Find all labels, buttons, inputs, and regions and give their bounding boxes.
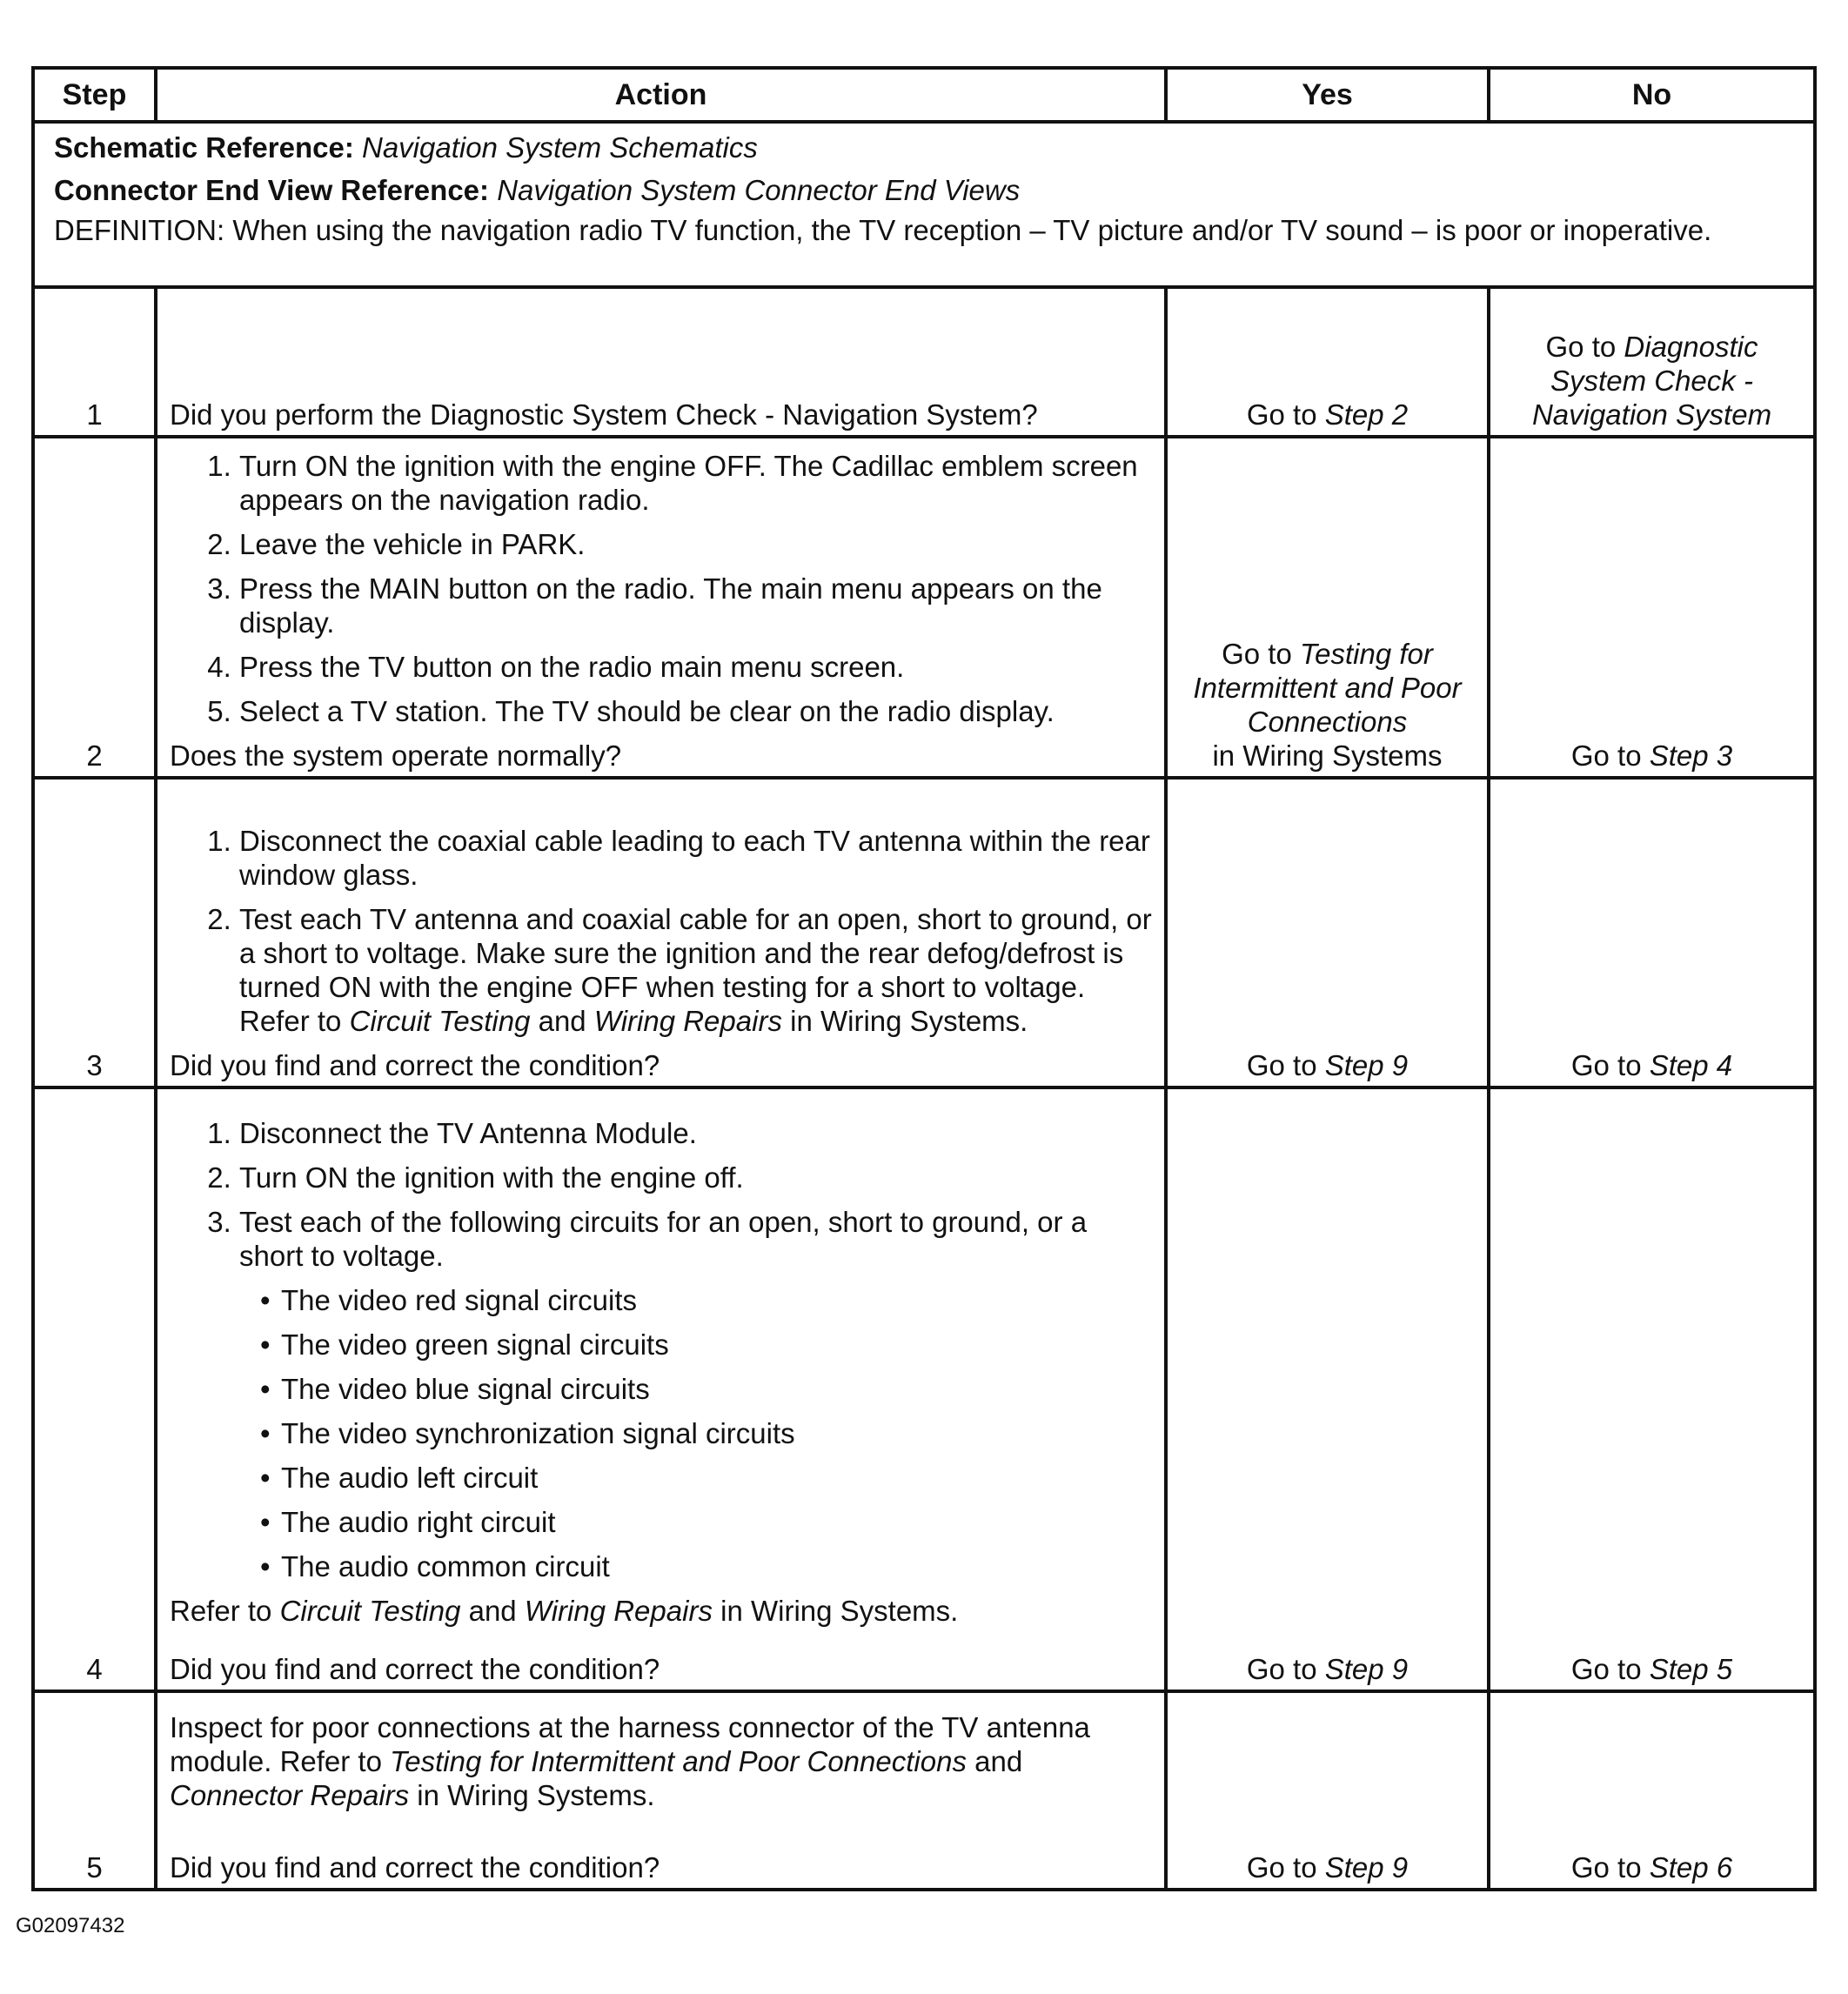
list-item: 1. Turn ON the ignition with the engine OFF. The Cadillac emblem screen appears on the navigation radio. [239,449,1152,517]
list-item: • The video blue signal circuits [281,1372,1152,1406]
header-yes: Yes [1166,68,1489,122]
diagnostic-table [31,66,1817,1891]
circuit-list [239,1283,1152,1583]
step-instructions: Inspect for poor connections at the harness connector of the TV antenna module. Refer to Testing for Intermittent and Poor Connections and Connector Repairs in Wiring Systems. [170,1711,1090,1811]
list-item: 4. Press the TV button on the radio main menu screen. [239,650,1152,684]
figure-id: G02097432 [16,1914,125,1937]
no-link[interactable]: Step 4 [1649,1049,1733,1081]
step-number: 5 [33,1691,156,1890]
step-question: Did you perform the Diagnostic System Check - Navigation System? [170,398,1038,431]
list-item: • The audio right circuit [281,1505,1152,1539]
connector-repairs-link[interactable]: Connector Repairs [170,1779,410,1811]
step-question: Does the system operate normally? [170,739,622,772]
yes-link[interactable]: Testing for Intermittent and Poor Connections [1193,638,1462,738]
list-item: • The audio common circuit [281,1549,1152,1583]
no-link[interactable]: Step 5 [1649,1653,1733,1685]
reference-cell [33,122,1815,287]
step-instructions [170,824,1152,1038]
step-question: Did you find and correct the condition? [170,1049,660,1081]
connector-reference: Connector End View Reference: Navigation System Connector End Views [54,174,1021,206]
yes-link[interactable]: Step 9 [1324,1049,1409,1081]
step-action [156,1691,1166,1890]
step-question: Did you find and correct the condition? [170,1851,660,1884]
intermittent-connections-link[interactable]: Testing for Intermittent and Poor Connections [390,1745,967,1777]
step-number: 1 [33,287,156,437]
list-item: 5. Select a TV station. The TV should be clear on the radio display. [239,694,1152,728]
list-item: 3. Test each of the following circuits for an open, short to ground, or a short to voltage. • The video red signal circuits • The video green signal circuits • The video blue signal circuits • The video synchronization signal circuits • The audio left circuit • The audio right circuit • The audio common circuit [239,1205,1152,1583]
step-number: 3 [33,778,156,1087]
list-item: • The audio left circuit [281,1461,1152,1495]
yes-cell: Go to Step 2 [1166,287,1489,437]
no-link[interactable]: Step 6 [1649,1851,1733,1884]
header-step: Step [33,68,156,122]
list-item: 1. Disconnect the TV Antenna Module. [239,1116,1152,1150]
list-item: • The video red signal circuits [281,1283,1152,1317]
table-row [33,437,1815,778]
list-item: 3. Press the MAIN button on the radio. The main menu appears on the display. [239,572,1152,639]
no-cell: Go to Step 5 [1489,1087,1815,1691]
header-row [33,68,1815,122]
yes-cell: Go to Step 9 [1166,1087,1489,1691]
wiring-repairs-link[interactable]: Wiring Repairs [593,1005,782,1037]
step-action [156,1087,1166,1691]
yes-link[interactable]: Step 2 [1324,398,1409,431]
table-row [33,1691,1815,1890]
no-cell: Go to Step 3 [1489,437,1815,778]
header-action: Action [156,68,1166,122]
step-question: Did you find and correct the condition? [170,1653,660,1685]
step-action [156,778,1166,1087]
header-no: No [1489,68,1815,122]
connector-link[interactable]: Navigation System Connector End Views [497,174,1021,206]
yes-link[interactable]: Step 9 [1324,1653,1409,1685]
step-instructions [170,1116,1152,1583]
table-row [33,778,1815,1087]
table-row [33,1087,1815,1691]
wiring-repairs-link[interactable]: Wiring Repairs [524,1595,713,1627]
no-cell: Go to Step 4 [1489,778,1815,1087]
list-item: 2. Leave the vehicle in PARK. [239,527,1152,561]
step-action [156,287,1166,437]
circuit-testing-link[interactable]: Circuit Testing [349,1005,531,1037]
definition-text: DEFINITION: When using the navigation radio TV function, the TV reception – TV picture and/or TV sound – is poor or inoperative. [54,214,1712,246]
circuit-testing-link[interactable]: Circuit Testing [279,1595,461,1627]
schematic-link[interactable]: Navigation System Schematics [362,131,758,164]
list-item: 2. Turn ON the ignition with the engine off. [239,1161,1152,1194]
list-item: • The video synchronization signal circuits [281,1416,1152,1450]
step-number: 4 [33,1087,156,1691]
table-row [33,287,1815,437]
yes-link[interactable]: Step 9 [1324,1851,1409,1884]
no-cell: Go to Diagnostic System Check - Navigation System [1489,287,1815,437]
no-cell: Go to Step 6 [1489,1691,1815,1890]
yes-cell: Go to Testing for Intermittent and Poor Connections in Wiring Systems [1166,437,1489,778]
schematic-reference: Schematic Reference: Navigation System Schematics [54,131,758,164]
no-link[interactable]: Step 3 [1649,739,1733,772]
reference-row [33,122,1815,287]
list-item: 2. Test each TV antenna and coaxial cable for an open, short to ground, or a short to voltage. Make sure the ignition and the rear defog/defrost is turned ON with the engine OFF when testing for a short to voltage. Refer to Circuit Testing and Wiring Repairs in Wiring Systems. [239,902,1152,1038]
yes-cell: Go to Step 9 [1166,1691,1489,1890]
no-link[interactable]: Diagnostic System Check - Navigation System [1531,331,1772,431]
step-action [156,437,1166,778]
list-item: 1. Disconnect the coaxial cable leading to each TV antenna within the rear window glass. [239,824,1152,892]
refer-line: Refer to Circuit Testing and Wiring Repairs in Wiring Systems. [170,1595,959,1627]
yes-cell: Go to Step 9 [1166,778,1489,1087]
list-item: • The video green signal circuits [281,1328,1152,1362]
step-number: 2 [33,437,156,778]
step-instructions [170,449,1152,728]
